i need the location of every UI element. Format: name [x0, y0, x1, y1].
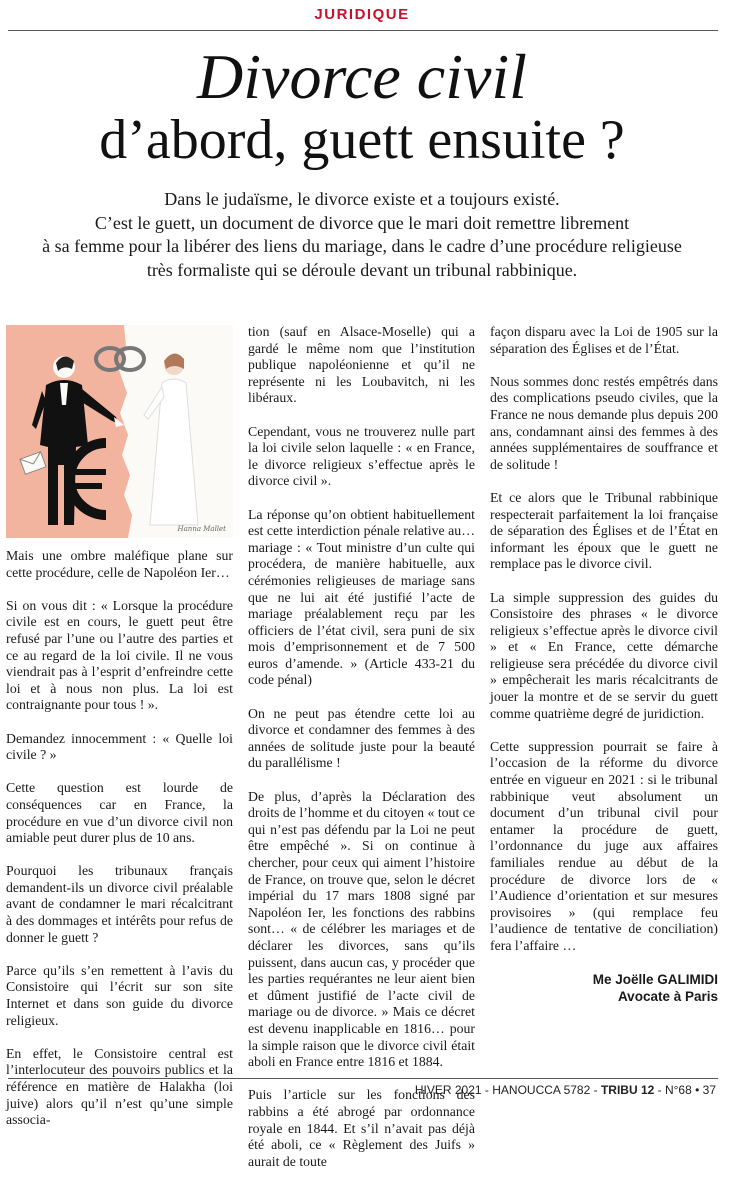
illustration-drawing — [6, 325, 233, 538]
title-line-2: d’abord, guett ensuite ? — [99, 109, 625, 171]
paragraph: La simple suppression des guides du Consistoire des phrases « le divorce religieux s’effectue après le divorce civil » et « En France, cette démarche religieuse sera précédée du divorce civil » empêcherait les maris récalcitrants de jouer la montre et de se servir du guett comme quatrième degré de juridiction. — [490, 589, 718, 721]
paragraph: La réponse qu’on obtient habituellement est cette interdiction pénale relative au… mariage : « Tout ministre d’un culte qui procédera, de manière habituelle, aux cérémonies religieuses de mariage sans que ne lui ait été justifié l’acte de mariage préalablement reçu par les officiers de l’état civil, sera puni de six mois d’emprisonnement et de 7 500 euros d’amende. » (Article 433-21 du code pénal) — [248, 506, 475, 688]
author-title: Avocate à Paris — [617, 989, 718, 1005]
section-label: JURIDIQUE — [314, 6, 410, 23]
chapo-line: à sa femme pour la libérer des liens du mariage, dans le cadre d’une procédure religieuse — [42, 236, 682, 256]
chapo-line: Dans le judaïsme, le divorce existe et a toujours existé. — [164, 189, 560, 209]
footer-magazine: TRIBU 12 — [600, 1083, 655, 1097]
author-signature — [490, 971, 718, 1005]
column-1 — [6, 548, 233, 1145]
footer-number: - N°68 • 37 — [654, 1083, 716, 1097]
paragraph: Nous sommes donc restés empêtrés dans des complications pseudo civiles, que la France ne nous demande plus depuis 200 ans, condamnant ainsi des femmes à des années supplémentaires de souffrance et de solitude ! — [490, 373, 718, 472]
page-footer — [415, 1083, 716, 1097]
paragraph: Demandez innocemment : « Quelle loi civile ? » — [6, 730, 233, 763]
paragraph: Mais une ombre maléfique plane sur cette procédure, celle de Napoléon Ier… — [6, 548, 233, 580]
bottom-rule — [8, 1078, 718, 1079]
paragraph: De plus, d’après la Déclaration des droits de l’homme et du citoyen « tout ce qui n’est pas défendu par la Loi ne peut être empêché ». Si on continue à chercher, pour ceux qui aiment l’histoire de France, on trouve que, selon le décret impérial du 17 mars 1808 signé par Napoléon Ier, les fonctions des rabbins sont… « de célébrer les mariages et de déclarer les divorces, sans qu’ils puissent, dans aucun cas, y procéder que les parties requérantes ne leur aient bien et dûment justifié de l’acte civil de mariage ou de divorce. » Mais ce décret est devenu inapplicable en 1816… pour la simple raison que le divorce civil était aboli en France entre 1816 et 1884. — [248, 788, 475, 1070]
paragraph: Cependant, vous ne trouverez nulle part la loi civile selon laquelle : « en France, le divorce religieux s’effectue après le divorce civil ». — [248, 423, 475, 489]
illustration — [6, 325, 233, 538]
paragraph: Si on vous dit : « Lorsque la procédure civile est en cours, le guett peut être refusé par l’une ou l’autre des parties et ce au regard de la loi civile. Il ne vous viendrait pas à l’esprit d’enfreindre cette loi et à nous non plus. La loi est contraignante pour tous ! ». — [6, 597, 233, 713]
paragraph: En effet, le Consistoire central est l’interlocuteur des pouvoirs publics et la référence en matière de Halakha (loi juive) alors qu’il n’est qu’une simple associa- — [6, 1045, 233, 1128]
paragraph: Puis l’article sur les fonctions des rabbins a été abrogé par ordonnance royale en 1844. Et s’il n’avait pas déjà été aboli, ce « Règlement des Juifs » aurait de toute — [248, 1087, 475, 1169]
paragraph: Pourquoi les tribunaux français demandent-ils un divorce civil préalable avant de condamner le mari récalcitrant à des dommages et intérêts pour refus de donner le guett ? — [6, 863, 233, 945]
illustration-signature: Hanna Mallet — [177, 525, 226, 533]
paragraph: Parce qu’ils s’en remettent à l’avis du Consistoire qui l’écrit sur son site Internet et dans son guide du divorce religieux. — [6, 962, 233, 1028]
paragraph: tion (sauf en Alsace-Moselle) qui a gardé le même nom que l’institution publique napoléonienne et qu’il ne représente ni les Loubavitch, ni les libéraux. — [248, 324, 475, 406]
footer-issue: HIVER 2021 - HANOUCCA 5782 - — [414, 1083, 601, 1097]
author-name: Me Joëlle GALIMIDI — [592, 972, 718, 988]
paragraph: On ne peut pas étendre cette loi au divorce et condamner des femmes à des années de solitude juste pour la beauté du parallélisme ! — [248, 705, 475, 771]
top-rule — [8, 30, 718, 31]
paragraph: Cette suppression pourrait se faire à l’occasion de la réforme du divorce entrée en vigueur en 2021 : si le tribunal rabbinique veut absolument un document d’un tribunal civil pour entamer la procédure de guett, l’ordonnance du juge aux affaires familiales rendue au début de la procédure de divorce lors de « l’Audience d’orientation et sur mesures provisoires » (qui remplace feu l’audience de tentative de conciliation) fera l’affaire … — [490, 738, 718, 953]
chapo-line: très formaliste qui se déroule devant un tribunal rabbinique. — [146, 259, 578, 280]
paragraph: Et ce alors que le Tribunal rabbinique respecterait parfaitement la loi française de séparation des Églises et de l’État en informant les époux que le guett ne remplace pas le divorce civil. — [490, 489, 718, 572]
chapo — [0, 188, 724, 282]
title-line-1: Divorce civil — [197, 41, 527, 112]
paragraph: façon disparu avec la Loi de 1905 sur la séparation des Églises et de l’État. — [490, 324, 718, 356]
column-2 — [248, 324, 475, 1187]
column-3 — [490, 324, 718, 1005]
paragraph: Cette question est lourde de conséquences car en France, la procédure en vue d’un divorce civil non amiable peut durer plus de 10 ans. — [6, 780, 233, 846]
chapo-line: C’est le guett, un document de divorce que le mari doit remettre librement — [94, 212, 630, 233]
